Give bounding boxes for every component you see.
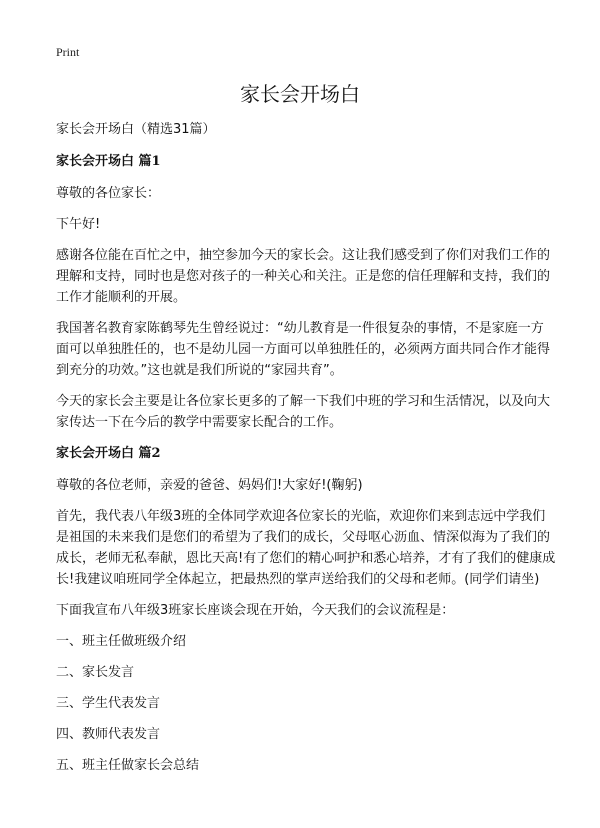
list-item: 一、班主任做班级介绍 [56,634,187,649]
paragraph-thanks: 感谢各位能在百忙之中，抽空参加今天的家长会。这让我们感受到了你们对我们工作的理解和支持，同时也是您对孩子的一种关心和关注。正是您的信任理解和支持，我们的工作才能顺利的开展。 [56,248,551,305]
list-item: 三、学生代表发言 [56,696,161,711]
document-subtitle: 家长会开场白（精选31篇） [56,122,216,137]
paragraph-greeting-2: 尊敬的各位老师，亲爱的爸爸、妈妈们!大家好!(鞠躬) [56,478,363,493]
list-item: 二、家长发言 [56,665,135,680]
paragraph-agenda-intro: 下面我宣布八年级3班家长座谈会现在开始，今天我们的会议流程是： [56,603,455,618]
paragraph-welcome: 首先，我代表八年级3班的全体同学欢迎各位家长的光临，欢迎你们来到志远中学我们是祖国的未来我们是您们的希望为了我们的成长，父母呕心沥血、情深似海为了我们的成长，老师无私奉献，恩比天高!有了您们的精心呵护和悉心培养，才有了我们的健康成长!我建议咱班同学全体起立，把最热烈的掌声送给我们的父母和老师。(同学们请坐) [56,509,556,587]
page-title: 家长会开场白 [240,82,360,106]
list-item: 四、教师代表发言 [56,727,161,742]
paragraph-purpose: 今天的家长会主要是让各位家长更多的了解一下我们中班的学习和生活情况，以及向大家传达一下在今后的教学中需要家长配合的工作。 [56,394,551,430]
print-label: Print [56,45,80,59]
section-heading-2: 家长会开场白 篇2 [56,446,161,461]
paragraph-afternoon: 下午好! [56,217,101,232]
paragraph-quote: 我国著名教育家陈鹤琴先生曾经说过：“幼儿教育是一件很复杂的事情，不是家庭一方面可以单独胜任的，也不是幼儿园一方面可以单独胜任的，必须两方面共同合作才能得到充分的功效。”这也就是我们所说的“家园共育”。 [56,321,551,378]
document-body [56,119,556,786]
section-heading-1: 家长会开场白 篇1 [56,154,161,169]
list-item: 五、班主任做家长会总结 [56,758,200,773]
paragraph-greeting: 尊敬的各位家长： [56,186,161,201]
